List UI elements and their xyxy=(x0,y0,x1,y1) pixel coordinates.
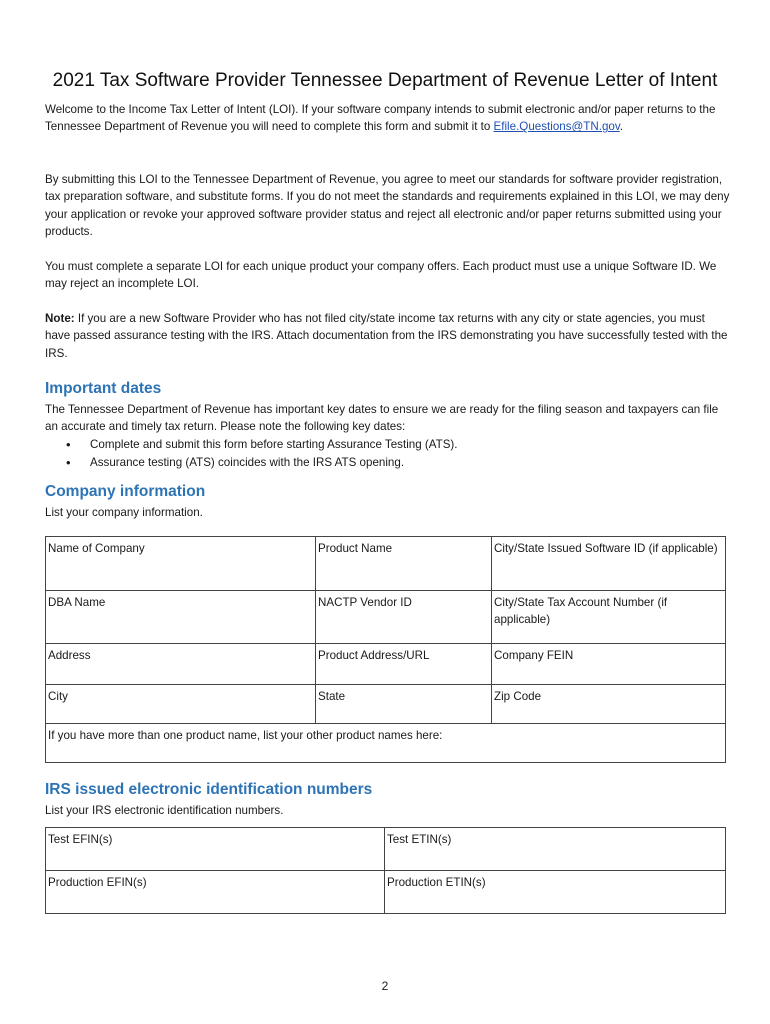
table-row xyxy=(46,871,726,914)
bullet-icon: • xyxy=(66,437,71,452)
note-label: Note: xyxy=(45,312,75,325)
table-row xyxy=(46,591,726,644)
address-field[interactable]: Address xyxy=(46,644,316,685)
table-row xyxy=(46,644,726,685)
bullet-text: Assurance testing (ATS) coincides with the IRS ATS opening. xyxy=(90,456,405,469)
product-name-field[interactable]: Product Name xyxy=(316,537,492,591)
note-paragraph xyxy=(45,310,730,362)
important-dates-text: The Tennessee Department of Revenue has important key dates to ensure we are ready for the filing season and taxpayers can file an accurate and timely tax return. Please note the following key dates: xyxy=(45,403,719,434)
company-info-table xyxy=(45,536,726,763)
nactp-vendor-id-field[interactable]: NACTP Vendor ID xyxy=(316,591,492,644)
list-item xyxy=(60,454,720,472)
table-row xyxy=(46,828,726,871)
bullet-icon: • xyxy=(66,455,71,470)
separate-loi-paragraph: You must complete a separate LOI for each unique product your company offers. Each product must use a unique Software ID. We may reject an incomplete LOI. xyxy=(45,260,717,291)
state-field[interactable]: State xyxy=(316,685,492,724)
city-field[interactable]: City xyxy=(46,685,316,724)
company-name-field[interactable]: Name of Company xyxy=(46,537,316,591)
list-item xyxy=(60,436,720,454)
table-row xyxy=(46,685,726,724)
test-etin-field[interactable]: Test ETIN(s) xyxy=(385,828,726,871)
production-efin-field[interactable]: Production EFIN(s) xyxy=(46,871,385,914)
test-efin-field[interactable]: Test EFIN(s) xyxy=(46,828,385,871)
zip-code-field[interactable]: Zip Code xyxy=(492,685,726,724)
product-address-field[interactable]: Product Address/URL xyxy=(316,644,492,685)
important-dates-list xyxy=(60,436,720,472)
company-fein-field[interactable]: Company FEIN xyxy=(492,644,726,685)
intro-paragraph xyxy=(45,101,730,136)
software-id-field[interactable]: City/State Issued Software ID (if applicable) xyxy=(492,537,726,591)
intro-end: . xyxy=(619,120,624,134)
tax-account-number-field[interactable]: City/State Tax Account Number (if applicable) xyxy=(492,591,726,644)
irs-ids-heading: IRS issued electronic identification numbers xyxy=(45,781,373,798)
important-dates-heading: Important dates xyxy=(45,380,162,397)
email-link[interactable]: Efile.Questions@TN.gov xyxy=(493,120,620,134)
other-products-field[interactable]: If you have more than one product name, list your other product names here: xyxy=(46,724,726,763)
dba-name-field[interactable]: DBA Name xyxy=(46,591,316,644)
note-text: If you are a new Software Provider who has not filed city/state income tax returns with any city or state agencies, you must have passed assurance testing with the IRS. Attach documentation from the IRS demonstrating you have successfully tested with the IRS. xyxy=(45,312,728,360)
table-row xyxy=(46,724,726,763)
submit-paragraph: By submitting this LOI to the Tennessee Department of Revenue, you agree to meet our standards for software provider registration, tax preparation software, and substitute forms. If you do not meet the standards and requirements explained in this LOI, we may deny your application or revoke your approved software provider status and reject all electronic and/or paper returns submitted using your products. xyxy=(45,173,730,239)
irs-ids-subtext: List your IRS electronic identification numbers. xyxy=(45,804,284,817)
document-title: 2021 Tax Software Provider Tennessee Department of Revenue Letter of Intent xyxy=(52,70,718,91)
production-etin-field[interactable]: Production ETIN(s) xyxy=(385,871,726,914)
page-number: 2 xyxy=(381,979,389,993)
table-row xyxy=(46,537,726,591)
irs-ids-table xyxy=(45,827,726,914)
company-info-subtext: List your company information. xyxy=(45,506,203,519)
bullet-text: Complete and submit this form before starting Assurance Testing (ATS). xyxy=(90,438,458,451)
intro-text: Welcome to the Income Tax Letter of Intent (LOI). If your software company intends to submit electronic and/or paper returns to the Tennessee Department of Revenue you will need to complete this form and submit it to xyxy=(45,103,716,134)
company-info-heading: Company information xyxy=(45,483,206,500)
